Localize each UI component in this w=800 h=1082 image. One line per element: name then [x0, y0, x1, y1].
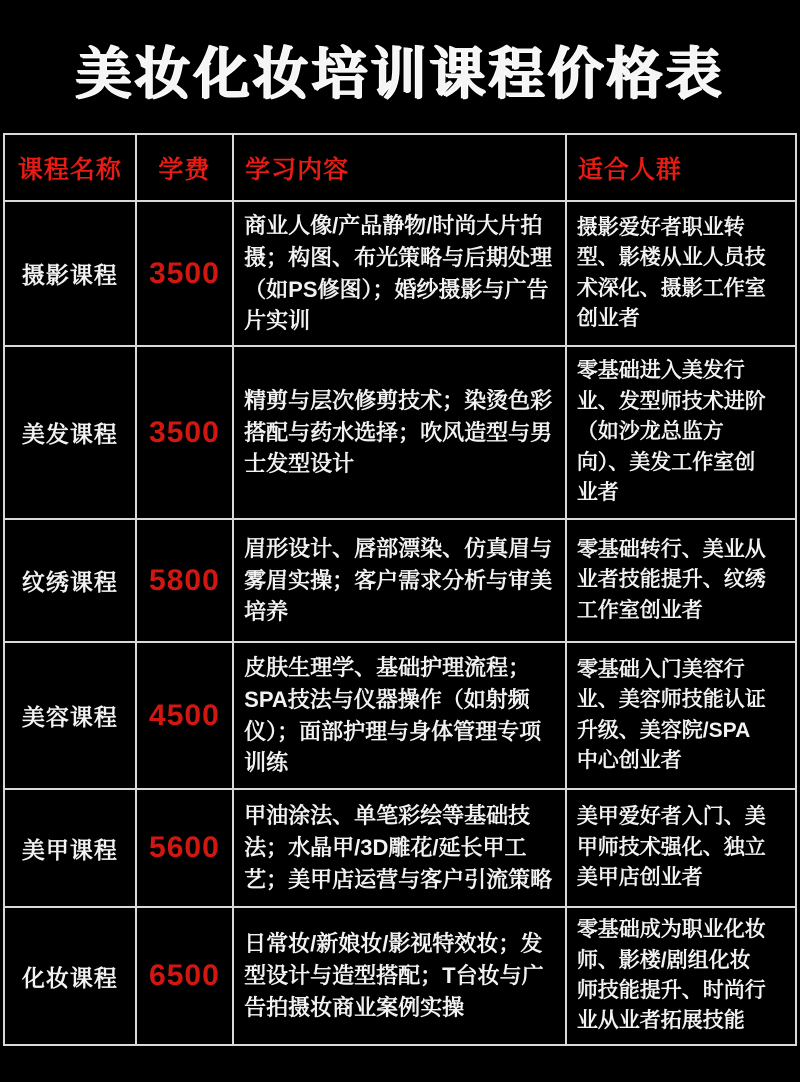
tuition-cell: 6500: [136, 907, 233, 1045]
audience-cell: 零基础入门美容行业、美容师技能认证升级、美容院/SPA中心创业者: [566, 642, 796, 789]
course-name-cell: 纹绣课程: [4, 519, 136, 642]
header-audience: 适合人群: [566, 134, 796, 201]
content-cell: 甲油涂法、单笔彩绘等基础技法；水晶甲/3D雕花/延长甲工艺；美甲店运营与客户引流策略: [233, 789, 566, 907]
course-name-cell: 摄影课程: [4, 201, 136, 346]
audience-cell: 摄影爱好者职业转型、影楼从业人员技术深化、摄影工作室创业者: [566, 201, 796, 346]
audience-cell: 零基础进入美发行业、发型师技术进阶（如沙龙总监方向）、美发工作室创业者: [566, 346, 796, 519]
audience-cell: 零基础转行、美业从业者技能提升、纹绣工作室创业者: [566, 519, 796, 642]
course-name-cell: 美甲课程: [4, 789, 136, 907]
price-table: [3, 133, 797, 1046]
tuition-cell: 5800: [136, 519, 233, 642]
course-name-cell: 化妆课程: [4, 907, 136, 1045]
content-cell: 皮肤生理学、基础护理流程；SPA技法与仪器操作（如射频仪）；面部护理与身体管理专项训练: [233, 642, 566, 789]
tuition-cell: 3500: [136, 201, 233, 346]
content-cell: 眉形设计、唇部漂染、仿真眉与雾眉实操；客户需求分析与审美培养: [233, 519, 566, 642]
table-row-photography: [4, 201, 796, 346]
tuition-cell: 3500: [136, 346, 233, 519]
content-cell: 商业人像/产品静物/时尚大片拍摄；构图、布光策略与后期处理（如PS修图）；婚纱摄影与广告片实训: [233, 201, 566, 346]
audience-cell: 美甲爱好者入门、美甲师技术强化、独立美甲店创业者: [566, 789, 796, 907]
course-name-cell: 美容课程: [4, 642, 136, 789]
table-row-beauty: [4, 642, 796, 789]
table-header-row: [4, 134, 796, 201]
header-content: 学习内容: [233, 134, 566, 201]
header-tuition: 学费: [136, 134, 233, 201]
content-cell: 日常妆/新娘妆/影视特效妆；发型设计与造型搭配；T台妆与广告拍摄妆商业案例实操: [233, 907, 566, 1045]
table-row-tattoo-embroidery: [4, 519, 796, 642]
tuition-cell: 4500: [136, 642, 233, 789]
course-name-cell: 美发课程: [4, 346, 136, 519]
header-course-name: 课程名称: [4, 134, 136, 201]
content-cell: 精剪与层次修剪技术；染烫色彩搭配与药水选择；吹风造型与男士发型设计: [233, 346, 566, 519]
table-row-nail: [4, 789, 796, 907]
table-row-makeup: [4, 907, 796, 1045]
tuition-cell: 5600: [136, 789, 233, 907]
table-row-hairdressing: [4, 346, 796, 519]
audience-cell: 零基础成为职业化妆师、影楼/剧组化妆师技能提升、时尚行业从业者拓展技能: [566, 907, 796, 1045]
page-title: 美妆化妆培训课程价格表: [75, 42, 725, 105]
